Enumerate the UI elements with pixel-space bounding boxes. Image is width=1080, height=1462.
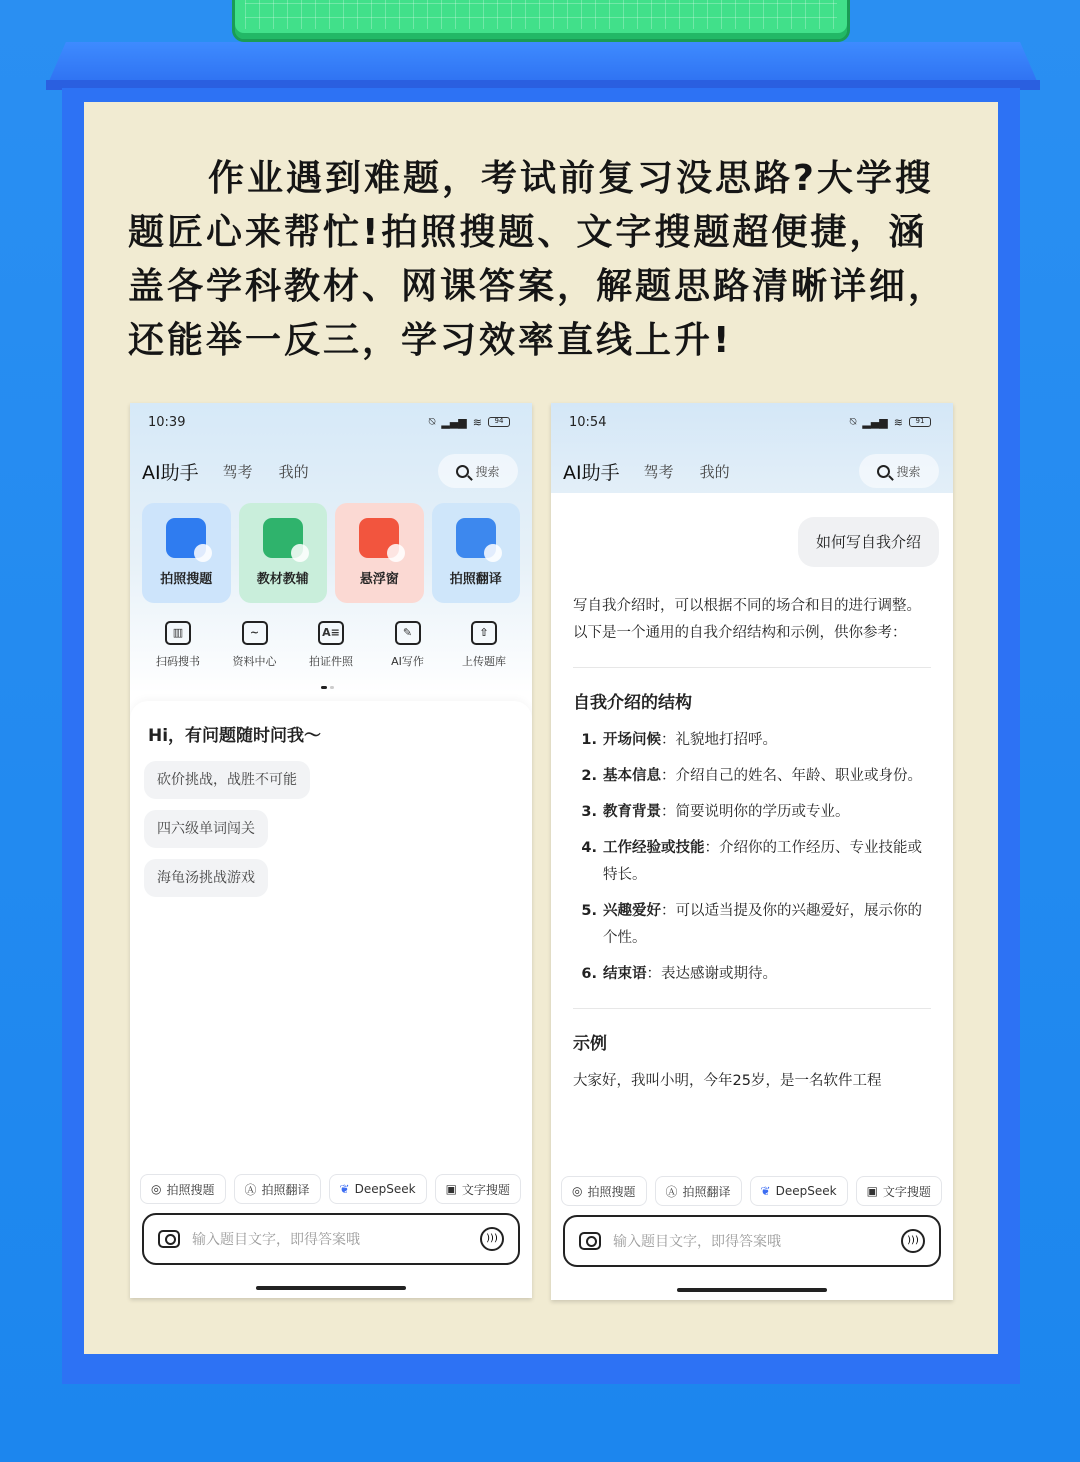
tool-upload-bank[interactable] — [448, 621, 520, 681]
item-number: 3. — [581, 804, 597, 820]
section-heading: 自我介绍的结构 — [573, 693, 692, 713]
chip-photo-translate[interactable] — [234, 1174, 321, 1204]
status-time: 10:39 — [148, 414, 186, 430]
text-search-icon: ▣ — [866, 1184, 878, 1198]
deepseek-icon: ❦ — [760, 1184, 771, 1198]
tile-label: 悬浮窗 — [359, 572, 399, 587]
list-item — [573, 835, 931, 889]
item-number: 2. — [581, 768, 597, 784]
question-input[interactable] — [563, 1215, 941, 1267]
search-icon — [456, 465, 469, 478]
tile-label: 拍照搜题 — [160, 572, 213, 587]
tab-driving-test[interactable]: 驾考 — [222, 462, 253, 481]
user-question-bubble: 如何写自我介绍 — [798, 517, 939, 567]
mute-icon: ⍉ — [849, 415, 857, 428]
battery-icon: 94 — [488, 417, 510, 427]
tool-id-photo[interactable] — [295, 621, 367, 681]
section-heading: 示例 — [573, 1034, 607, 1054]
status-bar — [148, 413, 510, 431]
item-term: 教育背景 — [603, 804, 661, 820]
textbook-icon — [263, 518, 303, 558]
chip-label: 文字搜题 — [461, 1182, 510, 1197]
chip-label: DeepSeek — [775, 1184, 837, 1198]
ai-write-icon: ✎ — [395, 621, 421, 645]
chip-label: 拍照翻译 — [682, 1184, 731, 1199]
top-nav — [142, 453, 518, 489]
chip-label: 拍照翻译 — [261, 1182, 310, 1197]
tab-ai-assistant[interactable]: AI助手 — [563, 461, 620, 484]
item-term: 基本信息 — [603, 768, 661, 784]
quick-chips — [140, 1174, 521, 1204]
wifi-icon: ≋ — [472, 415, 482, 429]
phone-screenshot-chat — [551, 403, 953, 1300]
chip-text-search[interactable] — [856, 1176, 942, 1206]
status-bar — [569, 413, 931, 431]
input-placeholder: 输入题目文字，即得答案哦 — [613, 1234, 781, 1250]
suggestion-chip[interactable]: 砍价挑战，战胜不可能 — [144, 761, 310, 799]
item-desc: ：表达感谢或期待。 — [646, 966, 777, 982]
top-nav — [563, 453, 939, 489]
camera-icon[interactable] — [158, 1230, 180, 1248]
tool-label: 拍证件照 — [309, 655, 353, 668]
tool-scan-book[interactable] — [142, 621, 214, 681]
suggestion-chip[interactable]: 海龟汤挑战游戏 — [144, 859, 268, 897]
divider — [573, 667, 931, 668]
item-desc: ：礼貌地打招呼。 — [661, 732, 777, 748]
item-term: 开场问候 — [603, 732, 661, 748]
folder-icon: ~ — [242, 621, 268, 645]
tab-ai-assistant[interactable]: AI助手 — [142, 461, 199, 484]
id-photo-icon: A≡ — [318, 621, 344, 645]
tile-label: 拍照翻译 — [449, 572, 502, 587]
home-indicator — [256, 1286, 406, 1290]
camera-search-icon — [166, 518, 206, 558]
tool-resource-center[interactable] — [219, 621, 291, 681]
list-item — [573, 898, 931, 952]
floating-window-icon — [359, 518, 399, 558]
ai-answer — [573, 593, 931, 1095]
search-button[interactable] — [859, 454, 939, 488]
deepseek-icon: ❦ — [339, 1182, 350, 1196]
camera-icon: ◎ — [151, 1182, 162, 1196]
chip-label: 拍照搜题 — [166, 1182, 215, 1197]
tile-label: 教材教辅 — [256, 572, 309, 587]
chip-deepseek[interactable] — [329, 1174, 427, 1204]
tool-label: AI写作 — [391, 655, 424, 668]
wifi-icon: ≋ — [893, 415, 903, 429]
chip-label: DeepSeek — [354, 1182, 416, 1196]
chip-label: 拍照搜题 — [587, 1184, 636, 1199]
greeting: Hi，有问题随时问我～ — [148, 726, 322, 746]
tool-row — [142, 621, 520, 681]
item-desc: ：可以适当提及你的兴趣爱好，展示你的个性。 — [603, 903, 922, 946]
item-term: 兴趣爱好 — [603, 903, 661, 919]
quick-chips — [551, 1176, 953, 1206]
feature-tiles — [142, 503, 520, 603]
barcode-icon: ▥ — [165, 621, 191, 645]
signal-icon: ▂▄▆ — [862, 415, 888, 429]
chip-photo-translate[interactable] — [655, 1176, 742, 1206]
list-item — [573, 727, 931, 754]
chip-photo-search[interactable] — [140, 1174, 226, 1204]
translate-icon: Ⓐ — [665, 1184, 678, 1199]
item-desc: ：介绍你的工作经历、专业技能或特长。 — [603, 840, 922, 883]
item-desc: ：简要说明你的学历或专业。 — [661, 804, 850, 820]
item-term: 工作经验或技能 — [603, 840, 705, 856]
cloud-upload-icon: ⇧ — [471, 621, 497, 645]
search-icon — [877, 465, 890, 478]
tab-mine[interactable]: 我的 — [278, 462, 309, 481]
phone-screenshot-home — [130, 403, 532, 1298]
suggestion-chip[interactable]: 四六级单词闯关 — [144, 810, 268, 848]
status-icons — [429, 415, 510, 429]
tile-textbook[interactable] — [239, 503, 328, 603]
camera-icon[interactable] — [579, 1232, 601, 1250]
divider — [573, 1008, 931, 1009]
tile-photo-translate[interactable] — [432, 503, 521, 603]
tool-label: 资料中心 — [232, 655, 277, 668]
text-search-icon: ▣ — [445, 1182, 457, 1196]
structure-list — [573, 727, 931, 988]
battery-icon: 91 — [909, 417, 931, 427]
translate-icon: Ⓐ — [244, 1182, 257, 1197]
item-number: 4. — [581, 840, 597, 856]
camera-icon: ◎ — [572, 1184, 583, 1198]
tile-photo-search[interactable] — [142, 503, 231, 603]
voice-icon[interactable]: ))) — [901, 1229, 925, 1253]
mute-icon: ⍉ — [428, 415, 436, 428]
input-placeholder: 输入题目文字，即得答案哦 — [192, 1232, 360, 1248]
chip-label: 文字搜题 — [882, 1184, 931, 1199]
intro-text: 作业遇到难题，考试前复习没思路?大学搜题匠心来帮忙!拍照搜题、文字搜题超便捷，涵盖各学科教材、网课答案，解题思路清晰详细，还能举一反三，学习效率直线上升! — [128, 158, 948, 361]
answer-intro: 写自我介绍时，可以根据不同的场合和目的进行调整。以下是一个通用的自我介绍结构和示例，供你参考： — [573, 598, 921, 641]
item-number: 5. — [581, 903, 597, 919]
home-indicator — [677, 1288, 827, 1292]
status-icons — [850, 415, 931, 429]
search-button[interactable] — [438, 454, 518, 488]
tab-driving-test[interactable]: 驾考 — [643, 462, 674, 481]
tile-floating-window[interactable] — [335, 503, 424, 603]
list-item — [573, 961, 931, 988]
photo-translate-icon — [456, 518, 496, 558]
item-term: 结束语 — [603, 966, 647, 982]
example-text: 大家好，我叫小明，今年25岁，是一名软件工程 — [573, 1073, 882, 1089]
tool-label: 扫码搜书 — [156, 655, 200, 668]
question-input[interactable] — [142, 1213, 520, 1265]
chip-text-search[interactable] — [435, 1174, 521, 1204]
item-number: 6. — [581, 966, 597, 982]
list-item — [573, 799, 931, 826]
chip-deepseek[interactable] — [750, 1176, 848, 1206]
list-item — [573, 763, 931, 790]
signal-icon: ▂▄▆ — [441, 415, 467, 429]
tool-label: 上传题库 — [462, 655, 506, 668]
tab-mine[interactable]: 我的 — [699, 462, 730, 481]
top-banner — [232, 0, 850, 42]
tool-ai-write[interactable] — [372, 621, 444, 681]
item-desc: ：介绍自己的姓名、年龄、职业或身份。 — [661, 768, 922, 784]
item-number: 1. — [581, 732, 597, 748]
chip-photo-search[interactable] — [561, 1176, 647, 1206]
chat-card — [130, 701, 532, 1298]
status-time: 10:54 — [569, 414, 607, 430]
page-indicator — [321, 686, 337, 689]
voice-icon[interactable]: ))) — [480, 1227, 504, 1251]
search-label: 搜索 — [475, 464, 500, 479]
search-label: 搜索 — [896, 464, 921, 479]
